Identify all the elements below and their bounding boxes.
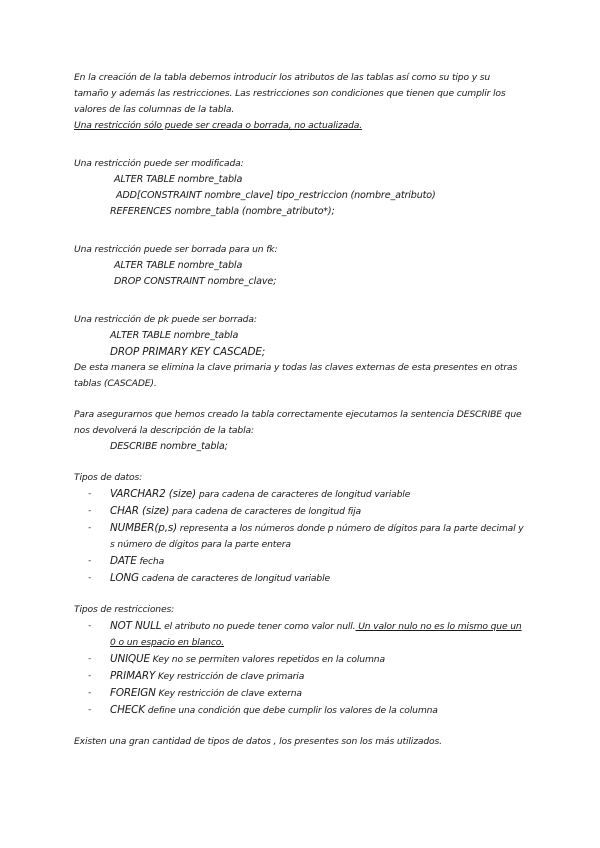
restrictions-list xyxy=(74,618,524,719)
document-page xyxy=(74,70,524,750)
drop-fk-heading: Una restricción puede ser borrada para un fk: xyxy=(74,244,278,255)
code-line: DROP CONSTRAINT nombre_clave; xyxy=(114,276,277,287)
code-line: DESCRIBE nombre_tabla; xyxy=(110,441,228,452)
list-item xyxy=(74,553,524,570)
type-desc: para cadena de caracteres de longitud fija xyxy=(169,506,361,517)
type-desc: cadena de caracteres de longitud variable xyxy=(138,573,330,584)
datatypes-heading: Tipos de datos: xyxy=(74,472,143,483)
intro-note: Una restricción sólo puede ser creada o borrada, no actualizada. xyxy=(74,120,363,131)
restrictions-heading: Tipos de restricciones: xyxy=(74,604,175,615)
drop-pk-explanation: De esta manera se elimina la clave primaria y todas las claves externas de esta presentes en otras tablas (CASCADE). xyxy=(74,362,518,389)
restriction-note: Un valor nulo no es lo mismo que un 0 o un espacio en blanco. xyxy=(110,621,522,648)
list-item xyxy=(74,520,524,553)
code-line: DROP PRIMARY KEY CASCADE; xyxy=(110,346,266,358)
code-line: ALTER TABLE nombre_tabla xyxy=(110,330,239,341)
closing-paragraph: Existen una gran cantidad de tipos de datos , los presentes son los más utilizados. xyxy=(74,736,442,747)
restriction-key: UNIQUE xyxy=(110,653,150,665)
code-line: REFERENCES nombre_tabla (nombre_atributo*); xyxy=(110,206,335,217)
restriction-desc: define una condición que debe cumplir los valores de la columna xyxy=(144,705,438,716)
list-item xyxy=(74,618,524,651)
type-key: DATE xyxy=(110,555,137,567)
type-desc: representa a los números donde p número de dígitos para la parte decimal y s número de dígitos para la parte entera xyxy=(110,523,524,550)
intro-paragraph: En la creación de la tabla debemos introducir los atributos de las tablas así como su tipo y su tamaño y además las restricciones. Las restricciones son condiciones que tienen que cumplir los valores de las columnas de la tabla. xyxy=(74,72,506,115)
describe-paragraph: Para asegurarnos que hemos creado la tabla correctamente ejecutamos la sentencia DESCRIBE que nos devolverá la descripción de la tabla: xyxy=(74,409,522,436)
restriction-key: FOREIGN xyxy=(110,687,156,699)
list-item xyxy=(74,702,524,719)
modify-heading: Una restricción puede ser modificada: xyxy=(74,158,244,169)
restriction-desc: Key no se permiten valores repetidos en la columna xyxy=(149,654,385,665)
list-item xyxy=(74,685,524,702)
type-key: NUMBER(p,s) xyxy=(110,522,178,534)
restriction-desc: Key restricción de clave primaria xyxy=(155,671,305,682)
drop-pk-heading: Una restricción de pk puede ser borrada: xyxy=(74,314,257,325)
list-item xyxy=(74,668,524,685)
list-item xyxy=(74,486,524,503)
restriction-key: CHECK xyxy=(110,704,145,716)
code-line: ALTER TABLE nombre_tabla xyxy=(114,174,243,185)
type-key: VARCHAR2 (size) xyxy=(110,488,197,500)
list-item xyxy=(74,503,524,520)
datatypes-list xyxy=(74,486,524,587)
restriction-desc: el atributo no puede tener como valor null. xyxy=(161,621,356,632)
restriction-desc: Key restricción de clave externa xyxy=(155,688,302,699)
type-key: CHAR (size) xyxy=(110,505,170,517)
restriction-key: PRIMARY xyxy=(110,670,156,682)
list-item xyxy=(74,570,524,587)
restriction-key: NOT NULL xyxy=(110,620,162,632)
type-desc: fecha xyxy=(136,556,165,567)
type-key: LONG xyxy=(110,572,139,584)
code-line: ALTER TABLE nombre_tabla xyxy=(114,260,243,271)
list-item xyxy=(74,651,524,668)
type-desc: para cadena de caracteres de longitud variable xyxy=(196,489,411,500)
code-line: ADD[CONSTRAINT nombre_clave] tipo_restriccion (nombre_atributo) xyxy=(116,190,436,201)
